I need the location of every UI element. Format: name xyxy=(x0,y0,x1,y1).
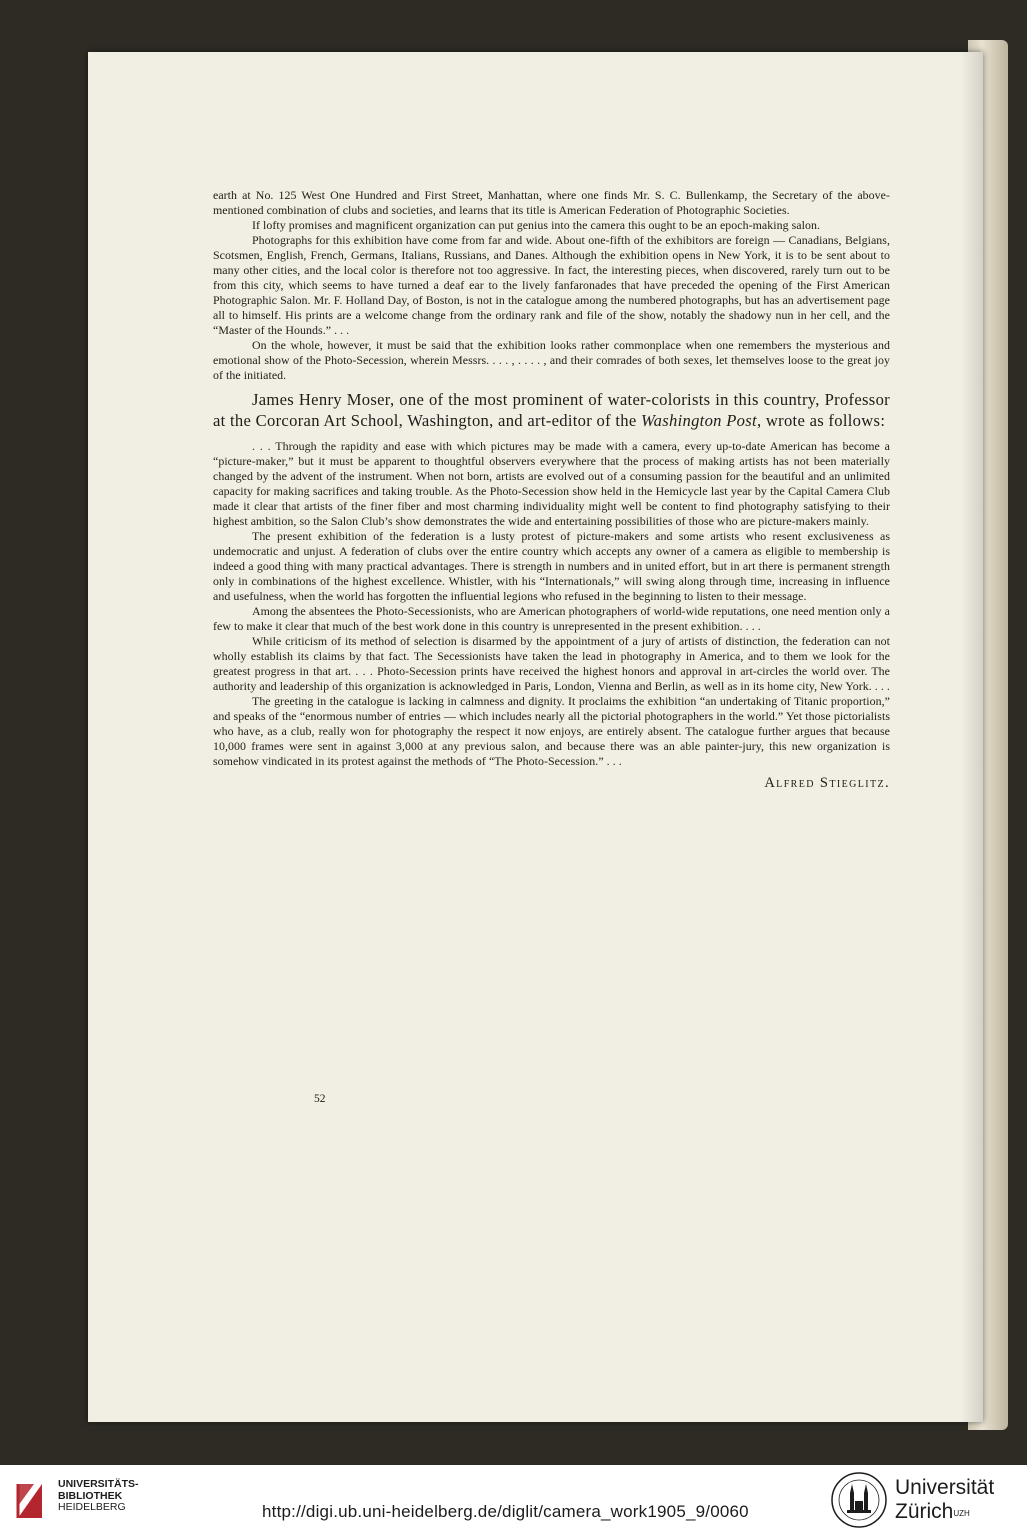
intro-before: James Henry Moser, one of the most prominent of water-colorists in this country, Professor at the Corcoran Art School, Washington, and art-editor of the xyxy=(213,390,890,430)
quote-paragraph-3: Among the absentees the Photo-Secessionists, who are American photographers of world-wide reputations, one need mention only a few to make it clear that much of the best work done in this country is unrepresented in the present exhibition. . . . xyxy=(213,604,890,633)
moser-introduction xyxy=(213,390,890,431)
heidelberg-library-logo-icon xyxy=(10,1478,50,1522)
article-text xyxy=(213,188,890,792)
source-url-link[interactable]: http://digi.ub.uni-heidelberg.de/diglit/camera_work1905_9/0060 xyxy=(262,1502,749,1521)
heidelberg-line-2: BIBLIOTHEK xyxy=(58,1489,123,1502)
quote-paragraph-2: The present exhibition of the federation is a lusty protest of picture-makers and some artists who resent exclusiveness as undemocratic and unjust. A federation of clubs over the entire country which accepts any owner of a camera as eligible to membership is indeed a good thing with many practical advantages. There is strength in numbers and in united effort, but in art there is permanent strength only in combinations of the highest excellence. Whistler, with his “Internationals,” will swing along through time, increasing in influence and usefulness, when the world has forgotten the influential legions who refused in the beginning to listen to their message. xyxy=(213,529,890,603)
quote-paragraph-1: . . . Through the rapidity and ease with which pictures may be made with a camera, every up-to-date American has become a “picture-maker,” but it must be apparent to thoughtful observers everywhere that the process of making artists has not been materially changed by the advent of the instrument. When not born, artists are evolved out of a consuming passion for the beautiful and an unlimited capacity for making sacrifices and taking trouble. As the Photo-Secession show held in the Hemicycle last year by the Capital Camera Club made it clear that artists of the finer fiber and most charming individuality might well be content to find photography satisfying to their highest ambition, so the Salon Club’s show demonstrates the wide and entertaining possibilities of those who are picture-makers mainly. xyxy=(213,439,890,528)
zurich-line-1: Universität xyxy=(895,1476,995,1499)
page-number: 52 xyxy=(314,1093,326,1105)
zurich-line-2 xyxy=(895,1500,994,1524)
zurich-university-name xyxy=(895,1476,994,1524)
heidelberg-line-3: HEIDELBERG xyxy=(58,1501,126,1513)
intro-after: , wrote as follows: xyxy=(756,410,886,430)
quote-paragraph-4: While criticism of its method of selection is disarmed by the appointment of a jury of artists of distinction, the federation can not wholly establish its claims by that fact. The Secessionists have taken the lead in photography in America, and to them we look for the greatest progress in that art. . . . Photo-Secession prints have received the highest honors and approval in art-circles the world over. The authority and leadership of this organization is acknowledged in Paris, London, Vienna and Berlin, as well as in its home city, New York. . . . xyxy=(213,634,890,693)
publication-name: Washington Post xyxy=(641,410,757,430)
uzh-mark: UZH xyxy=(953,1509,970,1518)
paragraph-3: Photographs for this exhibition have come from far and wide. About one-fifth of the exhibitors are foreign — Canadians, Belgians, Scotsmen, English, French, Germans, Italians, Russians, and Danes. Although the exhibition opens in New York, it is to be sent about to many other cities, and the local color is therefore not too aggressive. In fact, the interesting pieces, when discovered, rarely turn out to be from this city, which seems to have turned a deaf ear to the lively fanfaronades that have preceded the opening of the First American Photographic Salon. Mr. F. Holland Day, of Boston, is not in the catalogue among the numbered photographs, but has an advertisement page all to himself. His prints are a welcome change from the ordinary rank and file of the show, notably the shadowy nun in her cell, and the “Master of the Hounds.” . . . xyxy=(213,233,890,337)
paragraph-2: If lofty promises and magnificent organization can put genius into the camera this ought to be an epoch-making salon. xyxy=(252,218,820,232)
zurich-city: Zürich xyxy=(895,1500,954,1523)
heidelberg-line-1: UNIVERSITÄTS- xyxy=(58,1478,139,1490)
author-signature: Alfred Stieglitz. xyxy=(764,775,890,791)
zurich-university-seal-icon xyxy=(830,1471,888,1529)
page-gutter-shadow xyxy=(961,52,983,1422)
quote-paragraph-5: The greeting in the catalogue is lacking in calmness and dignity. It proclaims the exhibition “an undertaking of Titanic proportion,” and speaks of the “enormous number of entries — which includes nearly all the pictorial photographers in the world.” Yet those pictorialists who have, as a club, really won for photography the respect it now enjoys, are entirely absent. The catalogue further argues that because 10,000 frames were sent in against 3,000 at any previous salon, and because there was an able painter-jury, this new organization is somehow vindicated in its protest against the methods of “The Photo-Secession.” . . . xyxy=(213,694,890,768)
paragraph-4: On the whole, however, it must be said that the exhibition looks rather commonplace when one remembers the mysterious and emotional show of the Photo-Secession, wherein Messrs. . . . , . . . . , and their comrades of both sexes, let themselves loose to the great joy of the initiated. xyxy=(213,338,890,382)
heidelberg-library-name xyxy=(58,1479,139,1514)
paragraph-1: earth at No. 125 West One Hundred and First Street, Manhattan, where one finds Mr. S. C. Bullenkamp, the Secretary of the above-mentioned combination of clubs and societies, and learns that its title is American Federation of Photographic Societies. xyxy=(213,188,890,217)
